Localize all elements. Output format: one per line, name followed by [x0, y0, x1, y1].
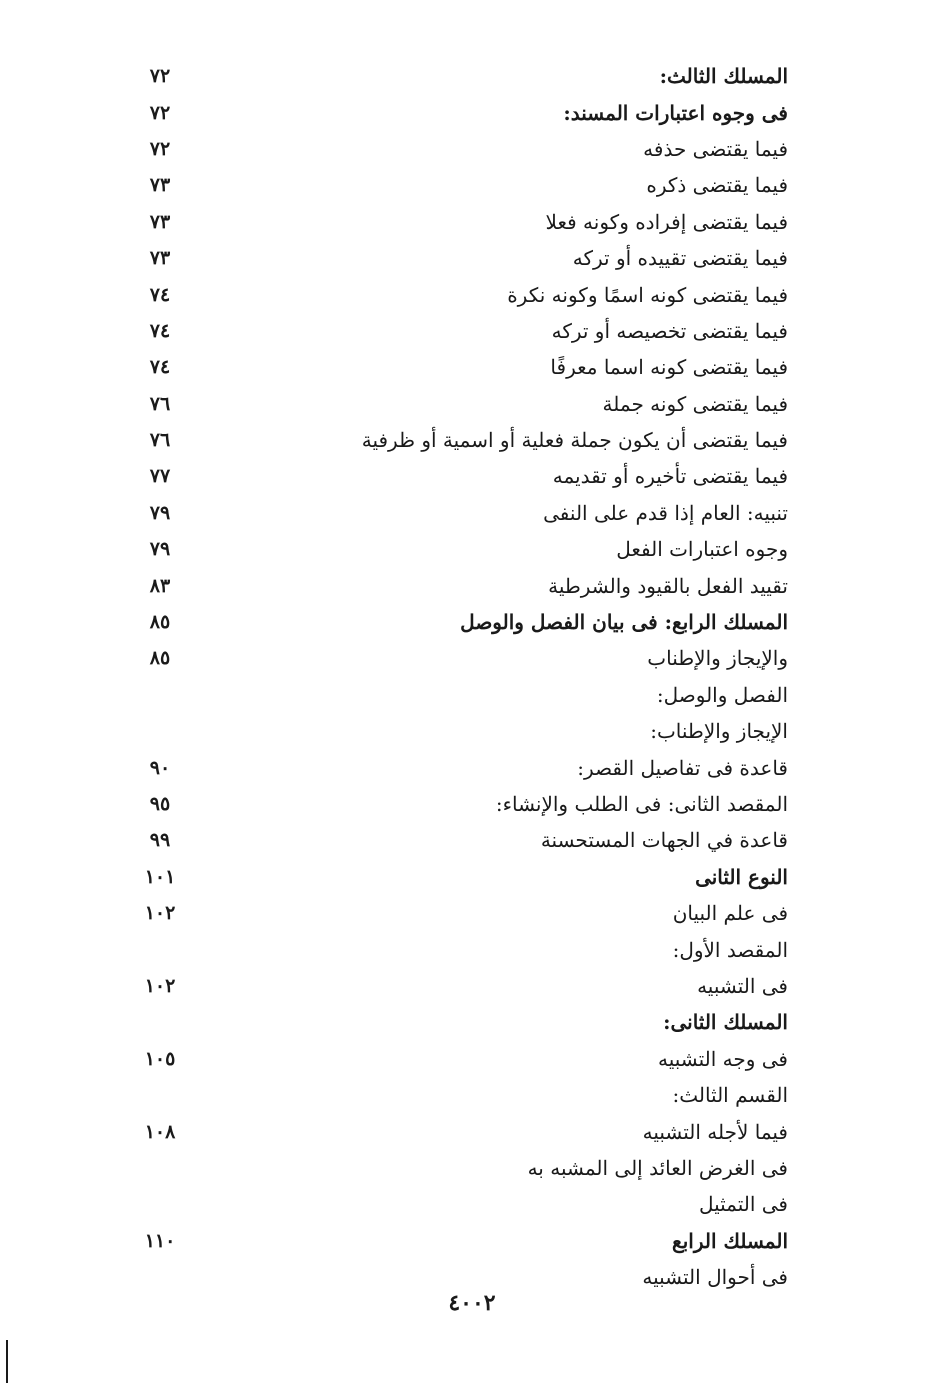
toc-entry: [120, 1150, 788, 1186]
toc-entry: [120, 1223, 788, 1259]
toc-entry-title: فيما يقتضى ذكره: [646, 173, 788, 198]
toc-entry-title: والإيجاز والإطناب: [647, 646, 788, 671]
toc-entry-page: ٧٢: [149, 137, 171, 160]
toc-entry-title: فيما يقتضى إفراده وكونه فعلا: [545, 209, 788, 234]
toc-entry-page: ١٠٥: [144, 1047, 176, 1070]
toc-entry: [120, 604, 788, 640]
toc-entry-page: ١٠١: [144, 865, 176, 888]
toc-entry-page: ٧٢: [149, 65, 171, 88]
toc-entry-page: ١٠٨: [144, 1120, 176, 1143]
toc-entry: [120, 240, 788, 276]
toc-entry-title: الإيجاز والإطناب:: [650, 719, 788, 744]
toc-entry-page: ٧٧: [149, 465, 171, 488]
toc-entry: [120, 822, 788, 858]
table-of-contents: [120, 58, 788, 1295]
toc-entry-page: ٧٤: [149, 356, 171, 379]
toc-entry: [120, 931, 788, 967]
toc-entry-title: فيما يقتضى كونه اسما معرفًا: [550, 355, 788, 380]
toc-entry-title: الفصل والوصل:: [656, 682, 788, 707]
toc-entry-page: ٧٣: [149, 210, 171, 233]
toc-entry: [120, 94, 788, 130]
toc-entry: [120, 204, 788, 240]
toc-entry: [120, 313, 788, 349]
toc-entry-page: ٧٣: [149, 247, 171, 270]
toc-entry-page: ٧٢: [149, 101, 171, 124]
toc-entry-page: ٧٦: [149, 429, 171, 452]
toc-entry-title: فيما لأجله التشبيه: [642, 1119, 788, 1144]
toc-entry-page: ١٠٢: [144, 902, 176, 925]
toc-entry: [120, 640, 788, 676]
toc-entry: [120, 677, 788, 713]
toc-entry: [120, 167, 788, 203]
toc-entry-page: ١٠٢: [144, 974, 176, 997]
toc-entry-title: المقصد الثانى: فى الطلب والإنشاء:: [495, 792, 788, 816]
toc-entry-title: فيما يقتضى كونه اسمًا وكونه نكرة: [507, 282, 788, 307]
toc-entry-title: فيما يقتضى أن يكون جملة فعلية أو اسمية أو ظرفية: [361, 428, 788, 453]
toc-entry-page: ٨٥: [149, 611, 171, 634]
toc-entry-title: المسلك الثالث:: [659, 64, 788, 89]
toc-entry: [120, 131, 788, 167]
toc-entry-title: فى وجوه اعتبارات المسند:: [563, 100, 788, 125]
toc-entry-title: وجوه اعتبارات الفعل: [616, 537, 788, 562]
toc-entry-page: ١١٠: [144, 1229, 176, 1252]
toc-entry-title: المقصد الأول:: [672, 937, 788, 962]
toc-entry-page: ٧٩: [149, 501, 171, 524]
toc-entry: [120, 422, 788, 458]
toc-entry: [120, 859, 788, 895]
toc-entry-title: المسلك الرابع: فى بيان الفصل والوصل: [460, 610, 788, 635]
toc-entry: [120, 495, 788, 531]
toc-entry-page: ٧٤: [149, 283, 171, 306]
toc-entry-page: ٧٩: [149, 538, 171, 561]
toc-entry: [120, 1004, 788, 1040]
toc-entry-title: فى وجه التشبيه: [657, 1046, 788, 1071]
toc-entry-page: ٩٥: [149, 793, 171, 815]
toc-entry: [120, 1041, 788, 1077]
toc-entry: [120, 1113, 788, 1149]
toc-entry-page: ٩٩: [149, 829, 171, 852]
toc-entry: [120, 531, 788, 567]
toc-entry: [120, 749, 788, 785]
toc-entry-title: المسلك الرابع: [672, 1228, 788, 1253]
toc-entry-title: فى التمثيل: [698, 1192, 788, 1217]
toc-entry-title: فى علم البيان: [672, 901, 788, 926]
toc-entry-title: القسم الثالث:: [672, 1083, 788, 1108]
page-number: ٤٠٠٢: [448, 1290, 496, 1316]
toc-entry-page: ٩٠: [149, 756, 171, 779]
toc-entry: [120, 1077, 788, 1113]
toc-entry: [120, 713, 788, 749]
toc-entry: [120, 567, 788, 603]
toc-entry-page: ٧٦: [149, 392, 171, 415]
toc-entry-title: المسلك الثانى:: [663, 1010, 788, 1035]
toc-entry: [120, 58, 788, 94]
toc-entry-title: تنبيه: العام إذا قدم على النفى: [543, 500, 788, 525]
toc-entry-title: فى الغرض العائد إلى المشبه به: [527, 1155, 788, 1180]
toc-entry: [120, 276, 788, 312]
toc-entry-title: تقييد الفعل بالقيود والشرطية: [548, 573, 788, 598]
toc-entry-title: فيما يقتضى تأخيره أو تقديمه: [552, 464, 788, 489]
toc-entry: [120, 895, 788, 931]
toc-entry-title: فى التشبيه: [697, 973, 788, 998]
toc-entry: [120, 386, 788, 422]
toc-entry-title: فيما يقتضى حذفه: [643, 136, 788, 161]
toc-entry-title: النوع الثانى: [695, 864, 788, 889]
toc-entry-title: فيما يقتضى تقييده أو تركه: [572, 246, 788, 271]
toc-entry: [120, 968, 788, 1004]
toc-entry: [120, 1186, 788, 1222]
toc-entry: [120, 349, 788, 385]
toc-entry-page: ٨٥: [149, 647, 171, 670]
toc-entry: [120, 458, 788, 494]
toc-entry-title: فيما يقتضى تخصيصه أو تركه: [551, 318, 788, 343]
toc-entry-page: ٧٣: [149, 174, 171, 197]
toc-entry-page: ٧٤: [149, 319, 171, 342]
toc-entry-title: قاعدة في الجهات المستحسنة: [540, 828, 788, 853]
toc-entry: [120, 786, 788, 822]
toc-entry-title: قاعدة فى تفاصيل القصر:: [577, 755, 788, 780]
toc-entry-page: ٨٣: [149, 574, 171, 597]
scan-edge-mark: [6, 1340, 8, 1383]
toc-entry-title: فى أحوال التشبيه: [642, 1265, 788, 1290]
toc-entry-title: فيما يقتضى كونه جملة: [602, 391, 788, 416]
